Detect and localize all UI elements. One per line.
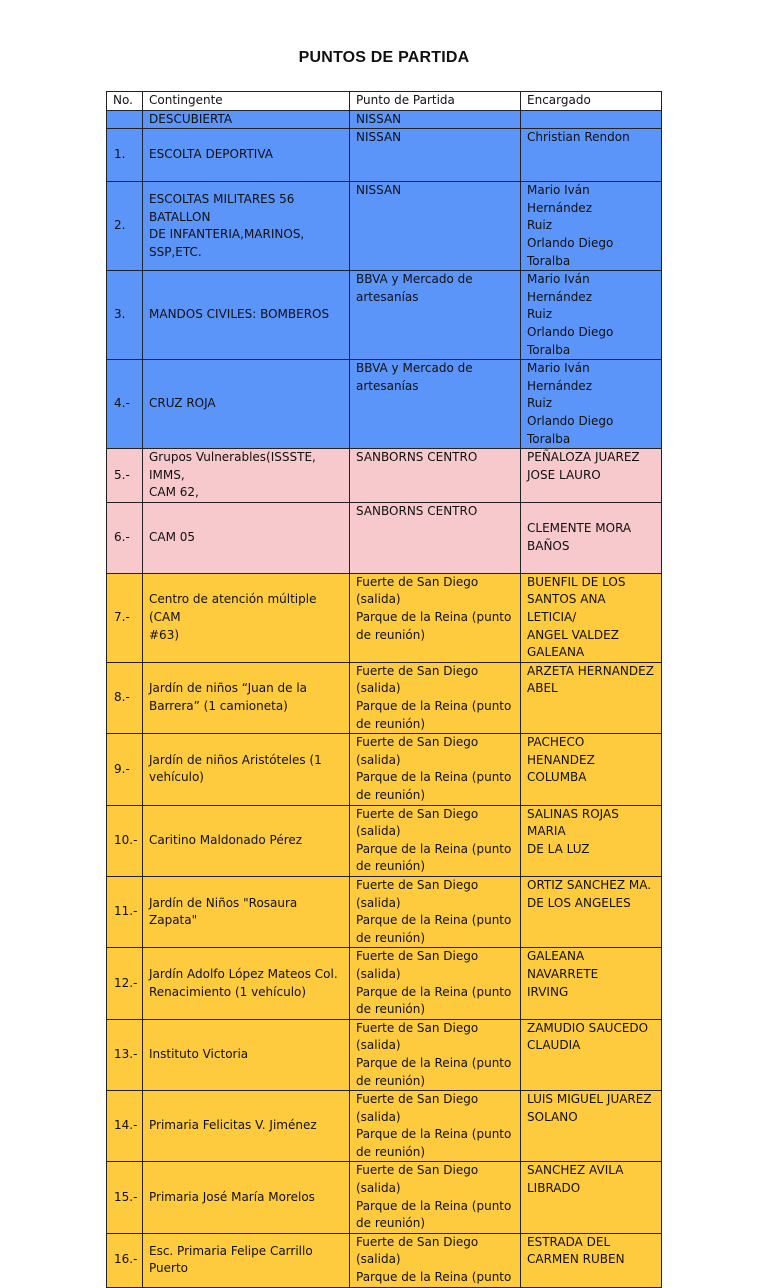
cell-encargado: Christian Rendon [521,129,662,182]
table-row [107,360,662,449]
cell-punto-de-partida: SANBORNS CENTRO [350,449,521,503]
page-title: PUNTOS DE PARTIDA [298,49,470,66]
header-punto-de-partida: Punto de Partida [350,92,521,111]
table-row [107,805,662,876]
cell-contingente: Jardín Adolfo López Mateos Col. Renacimiento (1 vehículo) [143,948,350,1019]
table-row [107,110,662,129]
cell-no: 13.- [107,1019,143,1090]
cell-punto-de-partida: Fuerte de San Diego (salida) Parque de la Reina (punto de reunión) [350,805,521,876]
cell-contingente: Primaria José María Morelos [143,1162,350,1233]
header-encargado: Encargado [521,92,662,111]
cell-no [107,110,143,129]
cell-punto-de-partida: Fuerte de San Diego (salida) Parque de la Reina (punto de reunión) [350,948,521,1019]
cell-punto-de-partida: Fuerte de San Diego (salida) Parque de la Reina (punto de reunión) [350,1162,521,1233]
cell-punto-de-partida: Fuerte de San Diego (salida) Parque de la Reina (punto de reunión) [350,876,521,947]
cell-encargado: SALINAS ROJAS MARIA DE LA LUZ [521,805,662,876]
cell-no: 6.- [107,502,143,573]
cell-punto-de-partida: Fuerte de San Diego (salida) Parque de la Reina (punto de reunión) [350,1091,521,1162]
cell-contingente: DESCUBIERTA [143,110,350,129]
cell-contingente: Jardín de Niños "Rosaura Zapata" [143,876,350,947]
cell-contingente: Grupos Vulnerables(ISSSTE, IMMS, CAM 62, [143,449,350,503]
cell-no: 11.- [107,876,143,947]
header-contingente: Contingente [143,92,350,111]
cell-no: 10.- [107,805,143,876]
cell-encargado: CLEMENTE MORA BAÑOS [521,502,662,573]
table-row [107,1162,662,1233]
cell-contingente: MANDOS CIVILES: BOMBEROS [143,271,350,360]
cell-encargado: Mario Iván Hernández Ruiz Orlando Diego Toralba [521,271,662,360]
table-row [107,502,662,573]
cell-no: 3. [107,271,143,360]
cell-encargado: ORTIZ SANCHEZ MA. DE LOS ANGELES [521,876,662,947]
cell-contingente: Primaria Felicitas V. Jiménez [143,1091,350,1162]
cell-contingente: Esc. Primaria Felipe Carrillo Puerto [143,1233,350,1287]
cell-punto-de-partida: BBVA y Mercado de artesanías [350,271,521,360]
table-row [107,271,662,360]
cell-encargado: BUENFIL DE LOS SANTOS ANA LETICIA/ ANGEL VALDEZ GALEANA [521,573,662,662]
cell-no: 14.- [107,1091,143,1162]
cell-contingente: ESCOLTA DEPORTIVA [143,129,350,182]
cell-encargado [521,110,662,129]
cell-punto-de-partida: NISSAN [350,110,521,129]
cell-contingente: CRUZ ROJA [143,360,350,449]
table-row [107,129,662,182]
cell-punto-de-partida: Fuerte de San Diego (salida) Parque de la Reina (punto de reunión) [350,662,521,733]
cell-no: 4.- [107,360,143,449]
table-row [107,1233,662,1287]
cell-punto-de-partida: Fuerte de San Diego (salida) Parque de la Reina (punto [350,1233,521,1287]
cell-punto-de-partida: Fuerte de San Diego (salida) Parque de la Reina (punto de reunión) [350,1019,521,1090]
table-row [107,876,662,947]
cell-contingente: Caritino Maldonado Pérez [143,805,350,876]
cell-encargado: SANCHEZ AVILA LIBRADO [521,1162,662,1233]
table-header-row [107,92,662,111]
cell-contingente: Instituto Victoria [143,1019,350,1090]
cell-contingente: Jardín de niños Aristóteles (1 vehículo) [143,734,350,805]
cell-encargado: PACHECO HENANDEZ COLUMBA [521,734,662,805]
cell-encargado: Mario Iván Hernández Ruiz Orlando Diego Toralba [521,360,662,449]
cell-contingente: ESCOLTAS MILITARES 56 BATALLON DE INFANTERIA,MARINOS, SSP,ETC. [143,182,350,271]
cell-encargado: GALEANA NAVARRETE IRVING [521,948,662,1019]
cell-no: 2. [107,182,143,271]
cell-encargado: LUIS MIGUEL JUAREZ SOLANO [521,1091,662,1162]
cell-no: 5.- [107,449,143,503]
cell-contingente: Centro de atención múltiple (CAM #63) [143,573,350,662]
cell-no: 12.- [107,948,143,1019]
cell-punto-de-partida: SANBORNS CENTRO [350,502,521,573]
cell-no: 8.- [107,662,143,733]
cell-no: 9.- [107,734,143,805]
cell-contingente: Jardín de niños “Juan de la Barrera” (1 camioneta) [143,662,350,733]
cell-no: 15.- [107,1162,143,1233]
cell-contingente: CAM 05 [143,502,350,573]
cell-encargado: ZAMUDIO SAUCEDO CLAUDIA [521,1019,662,1090]
table-row [107,662,662,733]
cell-punto-de-partida: Fuerte de San Diego (salida) Parque de la Reina (punto de reunión) [350,734,521,805]
table-row [107,573,662,662]
departure-table [106,91,662,1288]
table-row [107,1019,662,1090]
cell-no: 16.- [107,1233,143,1287]
cell-encargado: ESTRADA DEL CARMEN RUBEN [521,1233,662,1287]
cell-punto-de-partida: NISSAN [350,129,521,182]
cell-punto-de-partida: NISSAN [350,182,521,271]
cell-encargado: PEÑALOZA JUAREZ JOSE LAURO [521,449,662,503]
table-row [107,734,662,805]
table-row [107,948,662,1019]
table-row [107,1091,662,1162]
cell-no: 1. [107,129,143,182]
header-no: No. [107,92,143,111]
cell-encargado: Mario Iván Hernández Ruiz Orlando Diego Toralba [521,182,662,271]
cell-punto-de-partida: BBVA y Mercado de artesanías [350,360,521,449]
table-row [107,449,662,503]
cell-encargado: ARZETA HERNANDEZ ABEL [521,662,662,733]
cell-punto-de-partida: Fuerte de San Diego (salida) Parque de la Reina (punto de reunión) [350,573,521,662]
table-row [107,182,662,271]
cell-no: 7.- [107,573,143,662]
